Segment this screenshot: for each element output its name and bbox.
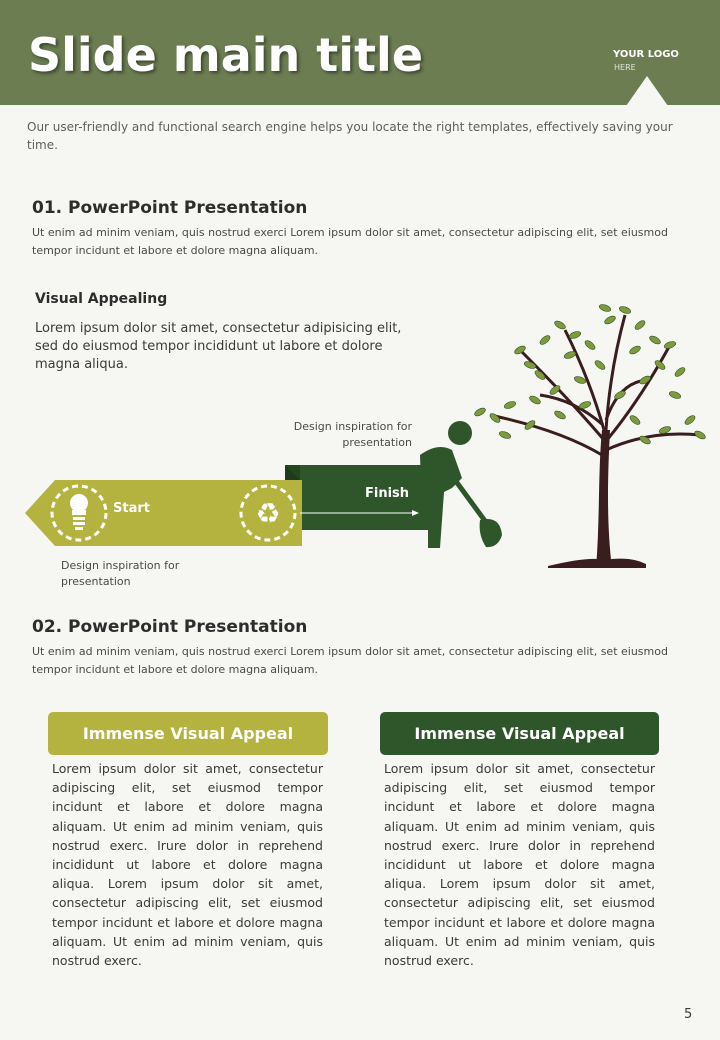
visual-heading: Visual Appealing	[35, 291, 168, 307]
start-label: Start	[113, 501, 150, 516]
box2-text: Lorem ipsum dolor sit amet, consectetur adipiscing elit, set eiusmod tempor incidunt et labore et dolore magna aliquam. Ut enim ad minim veniam, quis nostrud exerc. Irure dolor in reprehend incididunt ut labore et dolore magna aliqua. Lorem ipsum dolor sit amet, consectetur adipiscing elit, set eiusmod tempor incidunt et labore et dolore magna aliquam. Ut enim ad minim veniam, quis nostrud exerc.	[384, 761, 655, 969]
visual-text: Lorem ipsum dolor sit amet, consectetur adipisicing elit, sed do eiusmod tempor incididunt ut labore et dolore magna aliqua.	[35, 321, 402, 372]
tree-icon	[473, 303, 706, 568]
diagram-caption-top: Design inspiration for presentation	[293, 420, 412, 449]
logo-subtext: HERE	[614, 63, 636, 72]
section2-text: Ut enim ad minim veniam, quis nostrud exerci Lorem ipsum dolor sit amet, consectetur adipiscing elit, set eiusmod tempor incidunt et labore et dolore magna aliquam.	[32, 645, 668, 676]
section2-heading: 02. PowerPoint Presentation	[32, 617, 308, 637]
svg-text:♻: ♻	[255, 497, 281, 530]
box1-title: Immense Visual Appeal	[48, 712, 328, 755]
finish-label: Finish	[365, 486, 410, 501]
section1-heading: 01. PowerPoint Presentation	[32, 198, 308, 218]
box1-text: Lorem ipsum dolor sit amet, consectetur adipiscing elit, set eiusmod tempor incidunt et labore et dolore magna aliquam. Ut enim ad minim veniam, quis nostrud exerc. Irure dolor in reprehend incididunt ut labore et dolore magna aliqua. Lorem ipsum dolor sit amet, consectetur adipiscing elit, set eiusmod tempor incidunt et labore et dolore magna aliquam. Ut enim ad minim veniam, quis nostrud exerc.	[52, 761, 323, 969]
section1-text: Ut enim ad minim veniam, quis nostrud exerci Lorem ipsum dolor sit amet, consectetur adipiscing elit, set eiusmod tempor incidunt et labore et dolore magna aliquam.	[32, 226, 668, 257]
slide-title: Slide main title	[28, 28, 424, 82]
gardener-icon	[420, 421, 502, 548]
page-number: 5	[684, 1007, 693, 1022]
diagram-caption-bottom: Design inspiration for presentation	[61, 559, 180, 588]
box2-title: Immense Visual Appeal	[380, 712, 659, 755]
intro-text: Our user-friendly and functional search engine helps you locate the right templates, effectively saving your time.	[27, 120, 673, 152]
logo-text: YOUR LOGO	[613, 49, 679, 60]
